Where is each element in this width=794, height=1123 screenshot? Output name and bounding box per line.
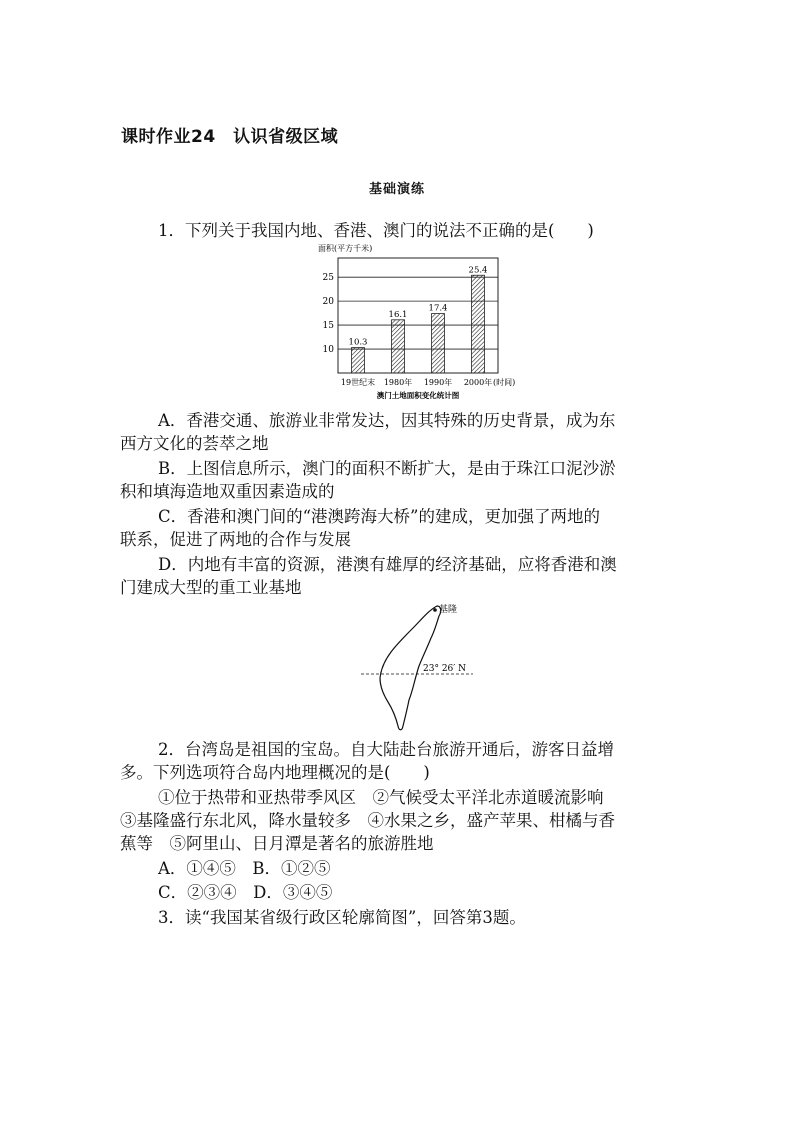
option-c-line-1: C．香港和澳门间的“港澳跨海大桥”的建成，更加强了两地的 — [158, 507, 600, 526]
option-c-line-2: 联系，促进了两地的合作与发展 — [120, 530, 351, 549]
chart-x-tick-label: 2000年 — [463, 378, 493, 387]
chart-value-label: 10.3 — [348, 337, 368, 348]
chart-value-label: 16.1 — [388, 309, 408, 320]
chart-y-axis-label: 面积(平方千米) — [318, 244, 373, 253]
chart-bar — [392, 320, 405, 373]
chart-bar — [352, 348, 365, 373]
taiwan-map — [355, 600, 485, 735]
chart-x-tick-label: 19世纪末 — [340, 378, 376, 387]
chart-value-label: 25.4 — [468, 265, 488, 276]
question-2-statement-line-3: 蕉等 ⑤阿里山、日月潭是著名的旅游胜地 — [120, 834, 434, 853]
question-2-statement-line-2: ③基隆盛行东北风，降水量较多 ④水果之乡，盛产苹果、柑橘与香 — [120, 811, 615, 830]
option-a-line-2: 西方文化的荟萃之地 — [120, 434, 269, 453]
question-1-stem: 1．下列关于我国内地、香港、澳门的说法不正确的是( ) — [158, 221, 594, 240]
chart-x-tick-label: 1980年 — [383, 378, 413, 387]
option-d-line-1: D．内地有丰富的资源，港澳有雄厚的经济基础，应将香港和澳 — [158, 555, 617, 574]
page-title: 课时作业24 认识省级区域 — [121, 127, 339, 147]
option-b-line-1: B．上图信息所示，澳门的面积不断扩大，是由于珠江口泥沙淤 — [158, 459, 616, 478]
question-3-stem: 3．读“我国某省级行政区轮廓简图”，回答第3题。 — [158, 908, 526, 927]
option-b-line-2: 积和填海造地双重因素造成的 — [120, 482, 335, 501]
chart-value-label: 17.4 — [428, 303, 448, 314]
question-2-options-cd: C．②③④ D．③④⑤ — [158, 883, 333, 902]
chart-x-tick-label: 1990年 — [423, 378, 453, 387]
chart-x-axis-label: (时间) — [493, 378, 516, 387]
chart-y-tick-label: 15 — [322, 321, 334, 332]
chart-y-tick-label: 10 — [322, 345, 334, 356]
chart-bar — [472, 275, 485, 373]
question-2-stem-line-1: 2．台湾岛是祖国的宝岛。自大陆赴台旅游开通后，游客日益增 — [158, 740, 614, 759]
keelung-marker — [433, 608, 437, 612]
option-d-line-2: 门建成大型的重工业基地 — [120, 578, 302, 597]
chart-svg — [318, 240, 518, 405]
question-2-statement-line-1: ①位于热带和亚热带季风区 ②气候受太平洋北赤道暖流影响 — [158, 788, 604, 807]
chart-title: 澳门土地面积变化统计图 — [376, 391, 460, 400]
macau-area-chart — [318, 240, 518, 405]
latitude-label: 23° 26′ N — [423, 664, 467, 674]
keelung-label: 基隆 — [439, 605, 458, 615]
chart-y-tick-label: 25 — [322, 273, 334, 284]
chart-bar — [432, 314, 445, 373]
question-2-stem-line-2: 多。下列选项符合岛内地理概况的是( ) — [120, 763, 430, 782]
chart-y-tick-label: 20 — [322, 297, 334, 308]
section-title: 基础演练 — [368, 182, 425, 197]
option-a-line-1: A．香港交通、旅游业非常发达，因其特殊的历史背景，成为东 — [158, 411, 616, 430]
question-2-options-ab: A．①④⑤ B．①②⑤ — [158, 859, 331, 878]
taiwan-map-svg — [355, 600, 485, 735]
